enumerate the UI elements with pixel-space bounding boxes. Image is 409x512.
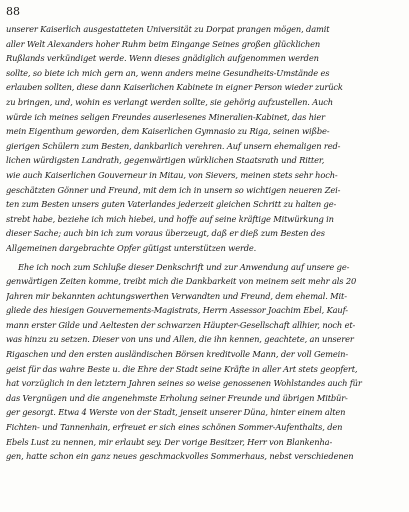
text-line: Jahren mir bekannten achtungswerthen Verwandten und Freund, dem ehemal. Mit- [6,290,347,301]
text-line: hat vorzüglich in den letztern Jahren seines so weise genossenen Wohlstandes auch für [6,378,362,389]
text-line: Fichten- und Tannenhain, erfreuet er sich eines schönen Sommer-Aufenthalts, den [6,422,343,433]
text-line: lichen würdigsten Landrath, gegenwärtigen würklichen Staatsrath und Ritter, [6,155,325,166]
text-line: geschätzten Gönner und Freund, mit dem ich in unsern so wichtigen neueren Zei- [6,184,341,195]
text-line: ger gesorgt. Etwa 4 Werste von der Stadt, jenseit unserer Düna, hinter einem alten [6,407,346,418]
text-line: aller Welt Alexanders hoher Ruhm beim Eingange Seines großen glücklichen [6,38,321,49]
text-line: Allgemeinen dargebrachte Opfer gütigst unterstützen werde. [6,242,257,253]
paragraph-2 [6,260,404,464]
text-line: gen, hatte schon ein ganz neues geschmackvolles Sommerhaus, nebst verschiedenen [6,451,354,462]
text-line: Ehe ich noch zum Schluße dieser Denkschrift und zur Anwendung auf unsere ge- [18,261,350,272]
text-line: mann erster Gilde und Aeltesten der schwarzen Häupter-Gesellschaft allhier, noch et- [6,319,356,330]
text-line: das Vergnügen und die angenehmste Erholung seiner Freunde und übrigen Mitbür- [6,392,348,403]
text-line: gliede des hiesigen Gouvernements-Magistrats, Herrn Assessor Joachim Ebel, Kauf- [6,305,348,316]
text-line: Rußlands verkündiget werde. Wenn dieses gnädiglich aufgenommen werden [6,53,319,64]
text-line: sollte, so biete ich mich gern an, wenn anders meine Gesundheits-Umstände es [6,67,330,78]
text-line: gierigen Schülern zum Besten, dankbarlich verehren. Auf unsern ehemaligen red- [6,140,341,151]
paragraph-1 [6,22,404,256]
text-line: unserer Kaiserlich ausgestatteten Universität zu Dorpat prangen mögen, damit [6,24,330,34]
page-number: 88 [6,5,20,18]
text-line: zu bringen, und, wohin es verlangt werden sollte, sie gehörig aufzustellen. Auch [6,96,333,107]
text-line: wie auch Kaiserlichen Gouverneur in Mitau, von Sievers, meinen stets sehr hoch- [6,169,338,180]
text-line: erlauben sollten, diese dann Kaiserlichen Kabinete in eigner Person wieder zurück [6,82,343,93]
text-line: genwärtigen Zeiten komme, treibt mich die Dankbarkeit von meinem seit mehr als 20 [6,276,357,287]
text-line: was hinzu zu setzen. Dieser von uns und Allen, die ihn kennen, geachtete, an unserer [6,334,354,345]
text-line: Ebels Lust zu nennen, mir erlaubt sey. Der vorige Besitzer, Herr von Blankenha- [6,436,333,447]
text-line: Rigaschen und den ersten ausländischen Börsen kreditvolle Mann, der voll Gemein- [6,349,349,360]
text-line: geist für das wahre Beste u. die Ehre der Stadt seine Kräfte in aller Art stets geopfert, [6,363,358,374]
text-line: strebt habe, beziehe ich mich hiebei, und hoffe auf seine kräftige Mitwürkung in [6,213,334,224]
body-text [6,22,404,464]
text-line: ten zum Besten unsers guten Vaterlandes jederzeit gleichen Schritt zu halten ge- [6,199,337,210]
text-line: würde ich meines seligen Freundes auserlesenes Mineralien-Kabinet, das hier [6,111,325,122]
text-line: dieser Sache; auch bin ich zum voraus überzeugt, daß er dieß zum Besten des [6,228,325,239]
text-line: mein Eigenthum geworden, dem Kaiserlichen Gymnasio zu Riga, seinen wißbe- [6,126,330,137]
